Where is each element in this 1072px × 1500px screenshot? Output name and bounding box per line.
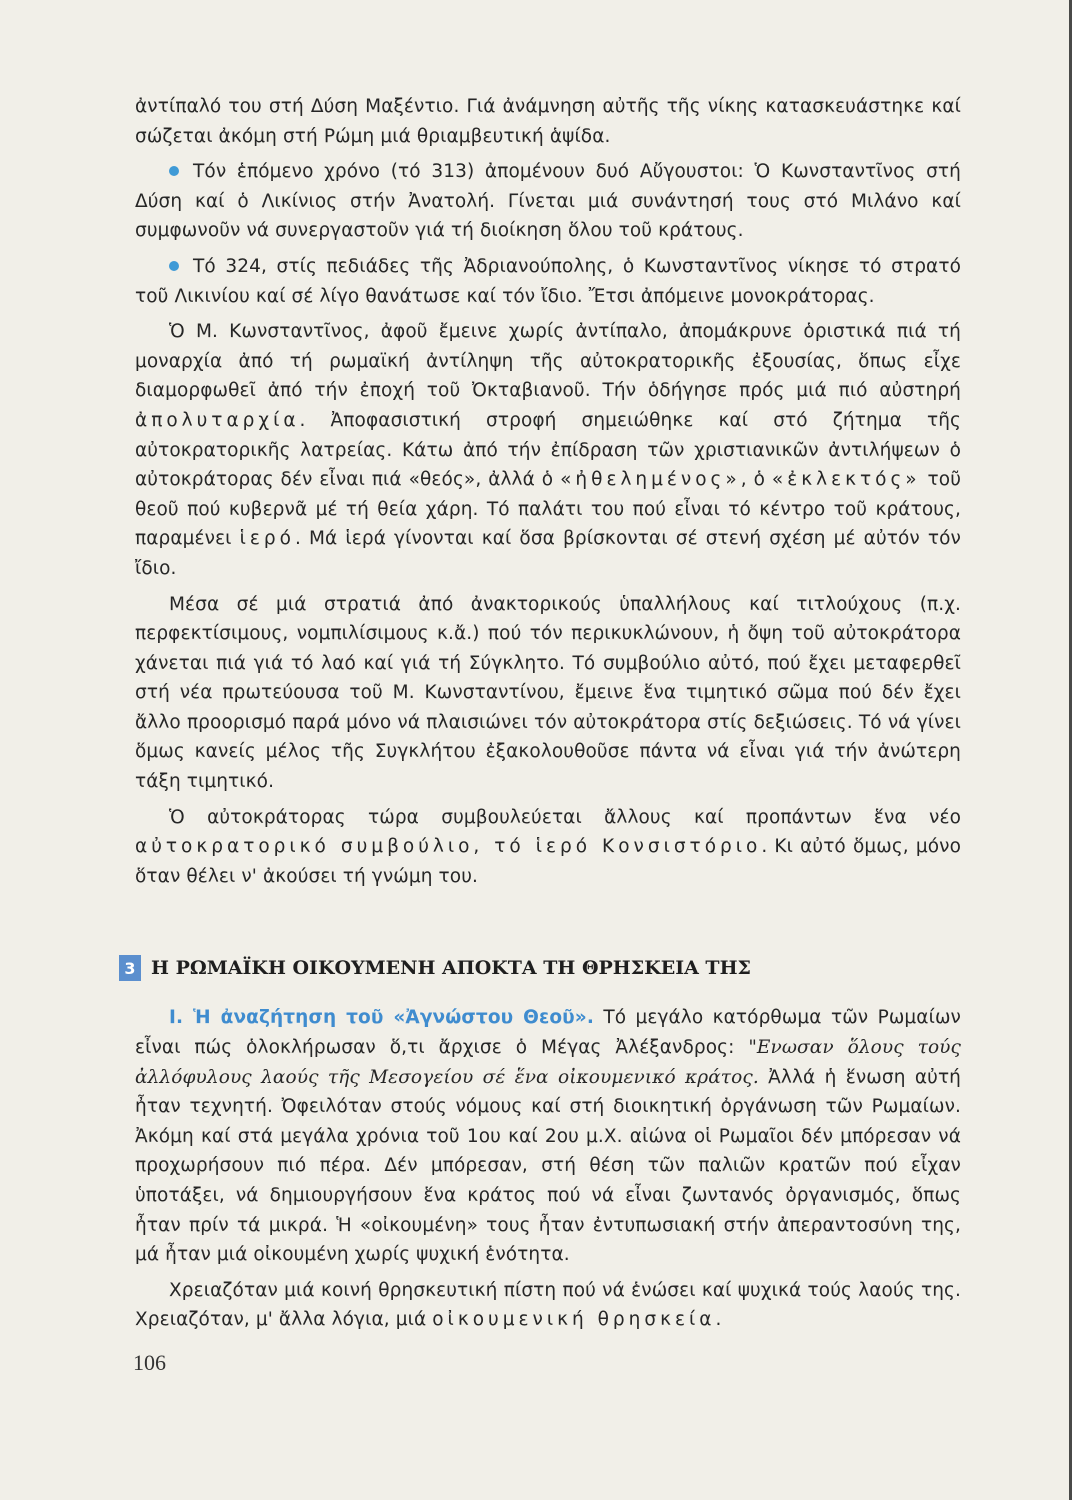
- paragraph-1: ἀντίπαλό του στή Δύση Μαξέντιο. Γιά ἀνάμνηση αὐτῆς τῆς νίκης κατασκευάστηκε καί σώζεται ἀκόμη στή Ρώμη μιά θριαμβευτική ἁψίδα.: [135, 96, 961, 147]
- bullet-icon: [169, 166, 179, 176]
- spaced-term: «ἐκλεκτός»: [771, 469, 921, 491]
- italic-quote: "Ενωσαν ὅλους τούς ἀλλόφυλους λαούς τῆς Μεσογείου σέ ἕνα οἰκουμενικό κράτος.: [135, 1037, 961, 1088]
- section-heading: [119, 955, 961, 981]
- section-number-badge: 3: [119, 955, 141, 981]
- spaced-term: «ἠθελημένος»: [560, 469, 741, 491]
- page-number: 106: [133, 1350, 166, 1375]
- paragraph-3: Τό 324, στίς πεδιάδες τῆς Ἀδριανούπολης, ὁ Κωνσταντῖνος νίκησε τό στρατό τοῦ Λικινίου καί σέ λίγο θανάτωσε καί τόν ἴδιο. Ἔτσι ἀπόμεινε μονοκράτορας.: [135, 255, 961, 307]
- paragraph-5: Μέσα σέ μιά στρατιά ἀπό ἀνακτορικούς ὑπαλλήλους καί τιτλούχους (π.χ. περφεκτίσιμους, νομπιλίσιμους κ.ἄ.) πού τόν περικυκλώνουν, ἡ ὄψη τοῦ αὐτοκράτορα χάνεται πιά γιά τό λαό καί γιά τή Σύγκλητο. Τό συμβούλιο αὐτό, πού ἔχει μεταφερθεῖ στή νέα πρωτεύουσα τοῦ Μ. Κωνσταντίνου, ἔμεινε ἕνα τιμητικό σῶμα πού δέν ἔχει ἄλλο προορισμό παρά μόνο νά πλαισιώνει τόν αὐτοκράτορα στίς δεξιώσεις. Τό νά γίνει ὅμως κανείς μέλος τῆς Συγκλήτου ἐξακολουθοῦσε πάντα νά εἶναι γιά τήν ἀνώτερη τάξη τιμητικό.: [135, 593, 961, 793]
- paragraph-6: Ὁ αὐτοκράτορας τώρα συμβουλεύεται ἄλλους καί προπάντων ἕνα νέο αὐτοκρατορικό συμβούλιο, τό ἱερό Κονσιστόριο. Κι αὐτό ὅμως, μόνο ὅταν θέλει ν' ἀκούσει τή γνώμη του.: [135, 806, 962, 887]
- paragraph-8: Χρειαζόταν μιά κοινή θρησκευτική πίστη πού νά ἑνώσει καί ψυχικά τούς λαούς της. Χρειαζόταν, μ' ἄλλα λόγια, μιά οἰκουμενική θρησκεία.: [135, 1279, 961, 1331]
- paragraph-7: Ι. Ἡ ἀναζήτηση τοῦ «Ἀγνώστου Θεοῦ». Τό μεγάλο κατόρθωμα τῶν Ρωμαίων εἶναι πώς ὁλοκλήρωσαν ὅ,τι ἄρχισε ὁ Μέγας Ἀλέξανδρος: "Ενωσαν ὅλους τούς ἀλλόφυλους λαούς τῆς Μεσογείου σέ ἕνα οἰκουμενικό κράτος. Ἀλλά ἡ ἕνωση αὐτή ἦταν τεχνητή. Ὀφειλόταν στούς νόμους καί στή διοικητική ὀργάνωση τῶν Ρωμαίων. Ἀκόμη καί στά μεγάλα χρόνια τοῦ 1ου καί 2ου μ.Χ. αἰώνα οἱ Ρωμαῖοι δέν μπόρεσαν νά προχωρήσουν πιό πέρα. Δέν μπόρεσαν, στή θέση τῶν παλιῶν κρατῶν πού εἶχαν ὑποτάξει, νά δημιουργήσουν ἕνα κράτος πού νά εἶναι ζωντανός ὀργανισμός, ὅπως ἦταν πρίν τά μικρά. Ἡ «οἰκουμένη» τους ἦταν ἐντυπωσιακή στήν ἀπεραντοσύνη της, μά ἦταν μιά οἰκουμένη χωρίς ψυχική ἑνότητα.: [135, 1007, 962, 1266]
- bullet-icon: [169, 261, 179, 271]
- subsection-title: Ι. Ἡ ἀναζήτηση τοῦ «Ἀγνώστου Θεοῦ».: [169, 1007, 594, 1029]
- paragraph-4: Ὁ Μ. Κωνσταντῖνος, ἀφοῦ ἔμεινε χωρίς ἀντίπαλο, ἀπομάκρυνε ὁριστικά πιά τή μοναρχία ἀπό τή ρωμαϊκή ἀντίληψη τῆς αὐτοκρατορικῆς ἐξουσίας, ὅπως εἶχε διαμορφωθεῖ ἀπό τήν ἐποχή τοῦ Ὀκταβιανοῦ. Τήν ὁδήγησε πρός μιά πιό αὐστηρή ἀπολυταρχία. Ἀποφασιστική στροφή σημειώθηκε καί στό ζήτημα τῆς αὐτοκρατορικῆς λατρείας. Κάτω ἀπό τήν ἐπίδραση τῶν χριστιανικῶν ἀντιλήψεων ὁ αὐτοκράτορας δέν εἶναι πιά «θεός», ἀλλά ὁ «ἠθελημένος», ὁ «ἐκλεκτός» τοῦ θεοῦ πού κυβερνᾶ μέ τή θεία χάρη. Τό παλάτι του πού εἶναι τό κέντρο τοῦ κράτους, παραμένει ἱερό. Μά ἱερά γίνονται καί ὅσα βρίσκονται σέ στενή σχέση μέ αὐτόν τόν ἴδιο.: [135, 321, 961, 579]
- paragraph-2: Τόν ἑπόμενο χρόνο (τό 313) ἀπομένουν δυό Αὔγουστοι: Ὁ Κωνσταντῖνος στή Δύση καί ὁ Λικίνιος στήν Ἀνατολή. Γίνεται μιά συνάντησή τους στό Μιλάνο καί συμφωνοῦν νά συνεργαστοῦν γιά τή διοίκηση ὅλου τοῦ κράτους.: [135, 161, 961, 242]
- spaced-term: αὐτοκρατορικό συμβούλιο, τό ἱερό Κονσιστόριο: [135, 836, 762, 858]
- section-title: Η ΡΩΜΑΪΚΗ ΟΙΚΟΥΜΕΝΗ ΑΠΟΚΤΑ ΤΗ ΘΡΗΣΚΕΙΑ ΤΗΣ: [151, 957, 751, 980]
- spaced-term: οἰκουμενική θρησκεία: [432, 1309, 716, 1331]
- spaced-term: ἀπολυταρχία: [135, 409, 300, 431]
- spaced-term: ἱερό: [239, 528, 295, 550]
- page-content: [124, 92, 962, 1341]
